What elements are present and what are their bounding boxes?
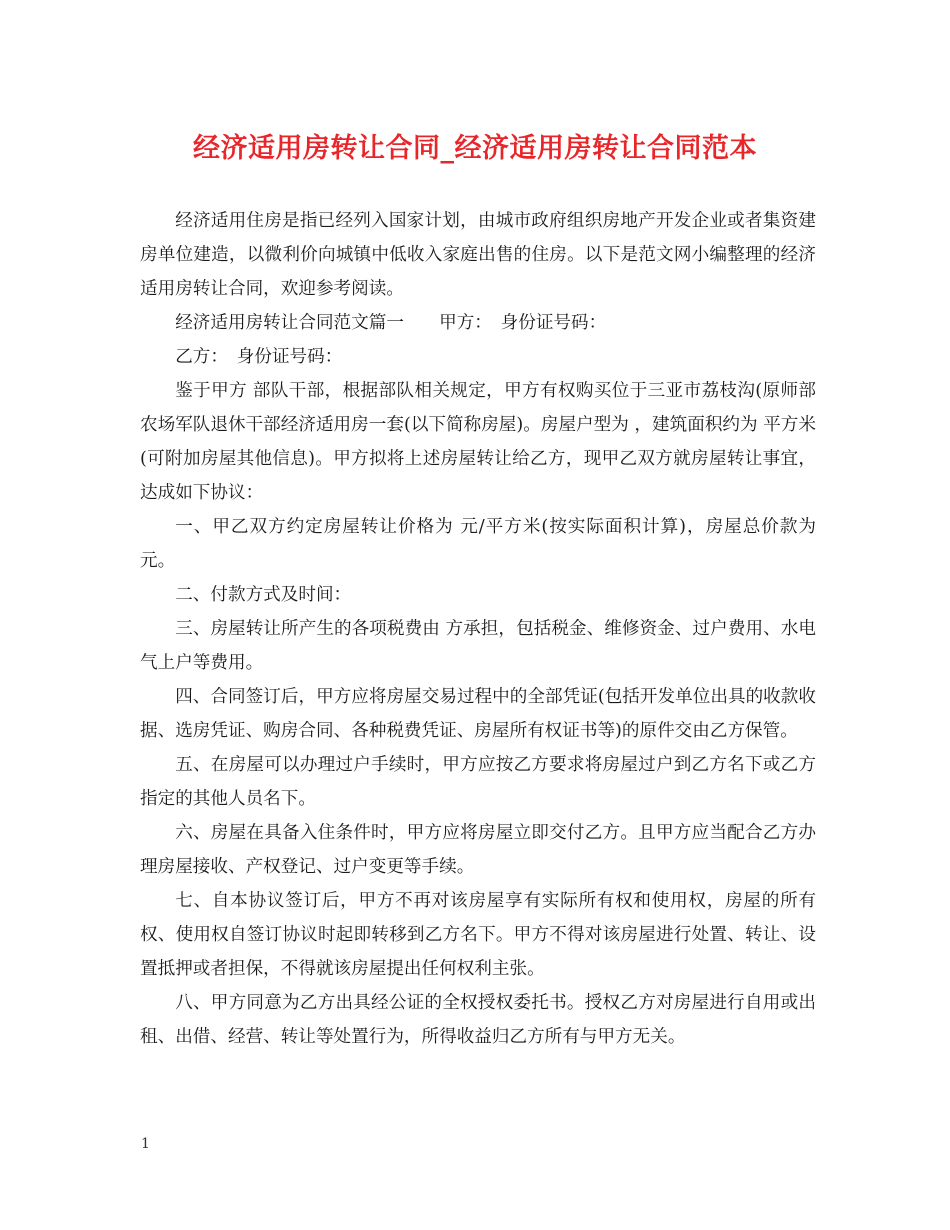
clause-5: 五、在房屋可以办理过户手续时，甲方应按乙方要求将房屋过户到乙方名下或乙方指定的其他人员名下。 — [140, 755, 816, 809]
clause-7: 七、自本协议签订后，甲方不再对该房屋享有实际所有权和使用权，房屋的所有权、使用权自签订协议时起即转移到乙方名下。甲方不得对该房屋进行处置、转让、设置抵押或者担保，不得就该房屋提出任何权利主张。 — [140, 891, 816, 979]
clause-4: 四、合同签订后，甲方应将房屋交易过程中的全部凭证(包括开发单位出具的收款收据、选房凭证、购房合同、各种税费凭证、房屋所有权证书等)的原件交由乙方保管。 — [140, 687, 816, 741]
clause-2: 二、付款方式及时间： — [175, 585, 352, 605]
document-title: 经济适用房转让合同_经济适用房转让合同范本 — [193, 133, 757, 164]
page-number: 1 — [141, 1136, 150, 1152]
clause-8: 八、甲方同意为乙方出具经公证的全权授权委托书。授权乙方对房屋进行自用或出租、出借、经营、转让等处置行为，所得收益归乙方所有与甲方无关。 — [140, 993, 816, 1047]
clause-3: 三、房屋转让所产生的各项税费由 方承担，包括税金、维修资金、过户费用、水电气上户等费用。 — [140, 619, 816, 673]
paragraph-party-a: 经济适用房转让合同范文篇一 甲方： 身份证号码： — [175, 313, 607, 333]
paragraph-whereas: 鉴于甲方 部队干部，根据部队相关规定，甲方有权购买位于三亚市荔枝沟(原师部农场军队退休干部经济适用房一套(以下简称房屋)。房屋户型为 ，建筑面积约为 平方米(可附加房屋其他信息)。甲方拟将上述房屋转让给乙方，现甲乙双方就房屋转让事宜，达成如下协议： — [140, 381, 816, 503]
clause-1: 一、甲乙双方约定房屋转让价格为 元/平方米(按实际面积计算)，房屋总价款为 元。 — [140, 517, 816, 571]
paragraph-intro: 经济适用住房是指已经列入国家计划，由城市政府组织房地产开发企业或者集资建房单位建造，以微利价向城镇中低收入家庭出售的住房。以下是范文网小编整理的经济适用房转让合同，欢迎参考阅读。 — [140, 211, 816, 299]
clause-6: 六、房屋在具备入住条件时，甲方应将房屋立即交付乙方。且甲方应当配合乙方办理房屋接收、产权登记、过户变更等手续。 — [140, 823, 816, 877]
document-body — [140, 204, 816, 1054]
paragraph-party-b: 乙方： 身份证号码： — [175, 347, 343, 367]
